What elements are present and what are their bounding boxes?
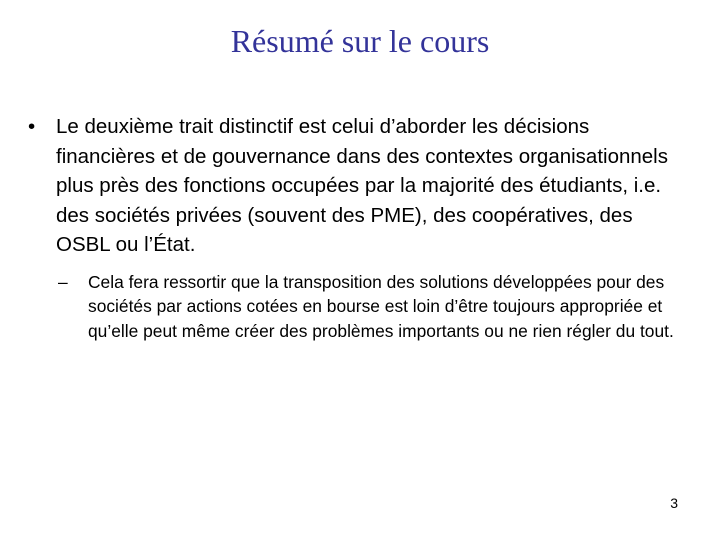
sub-bullet-item (58, 270, 692, 344)
bullet-text: Le deuxième trait distinctif est celui d’aborder les décisions financières et de gouvernance dans des contextes organisationnels plus près des fonctions occupées par la majorité des étudiants, i.e. des sociétés privées (souvent des PME), des coopératives, des OSBL ou l’État. (56, 115, 668, 256)
slide-content (28, 112, 692, 343)
slide-title: Résumé sur le cours (230, 23, 490, 59)
bullet-marker: • (28, 115, 36, 138)
sub-bullet-marker: – (58, 271, 68, 292)
page-number: 3 (670, 495, 678, 511)
bullet-item (28, 112, 692, 260)
sub-bullet-text: Cela fera ressortir que la transposition des solutions développées pour des sociétés par actions cotées en bourse est loin d’être toujours appropriée et qu’elle peut même créer des problèmes importants ou ne rien régler du tout. (88, 271, 674, 341)
